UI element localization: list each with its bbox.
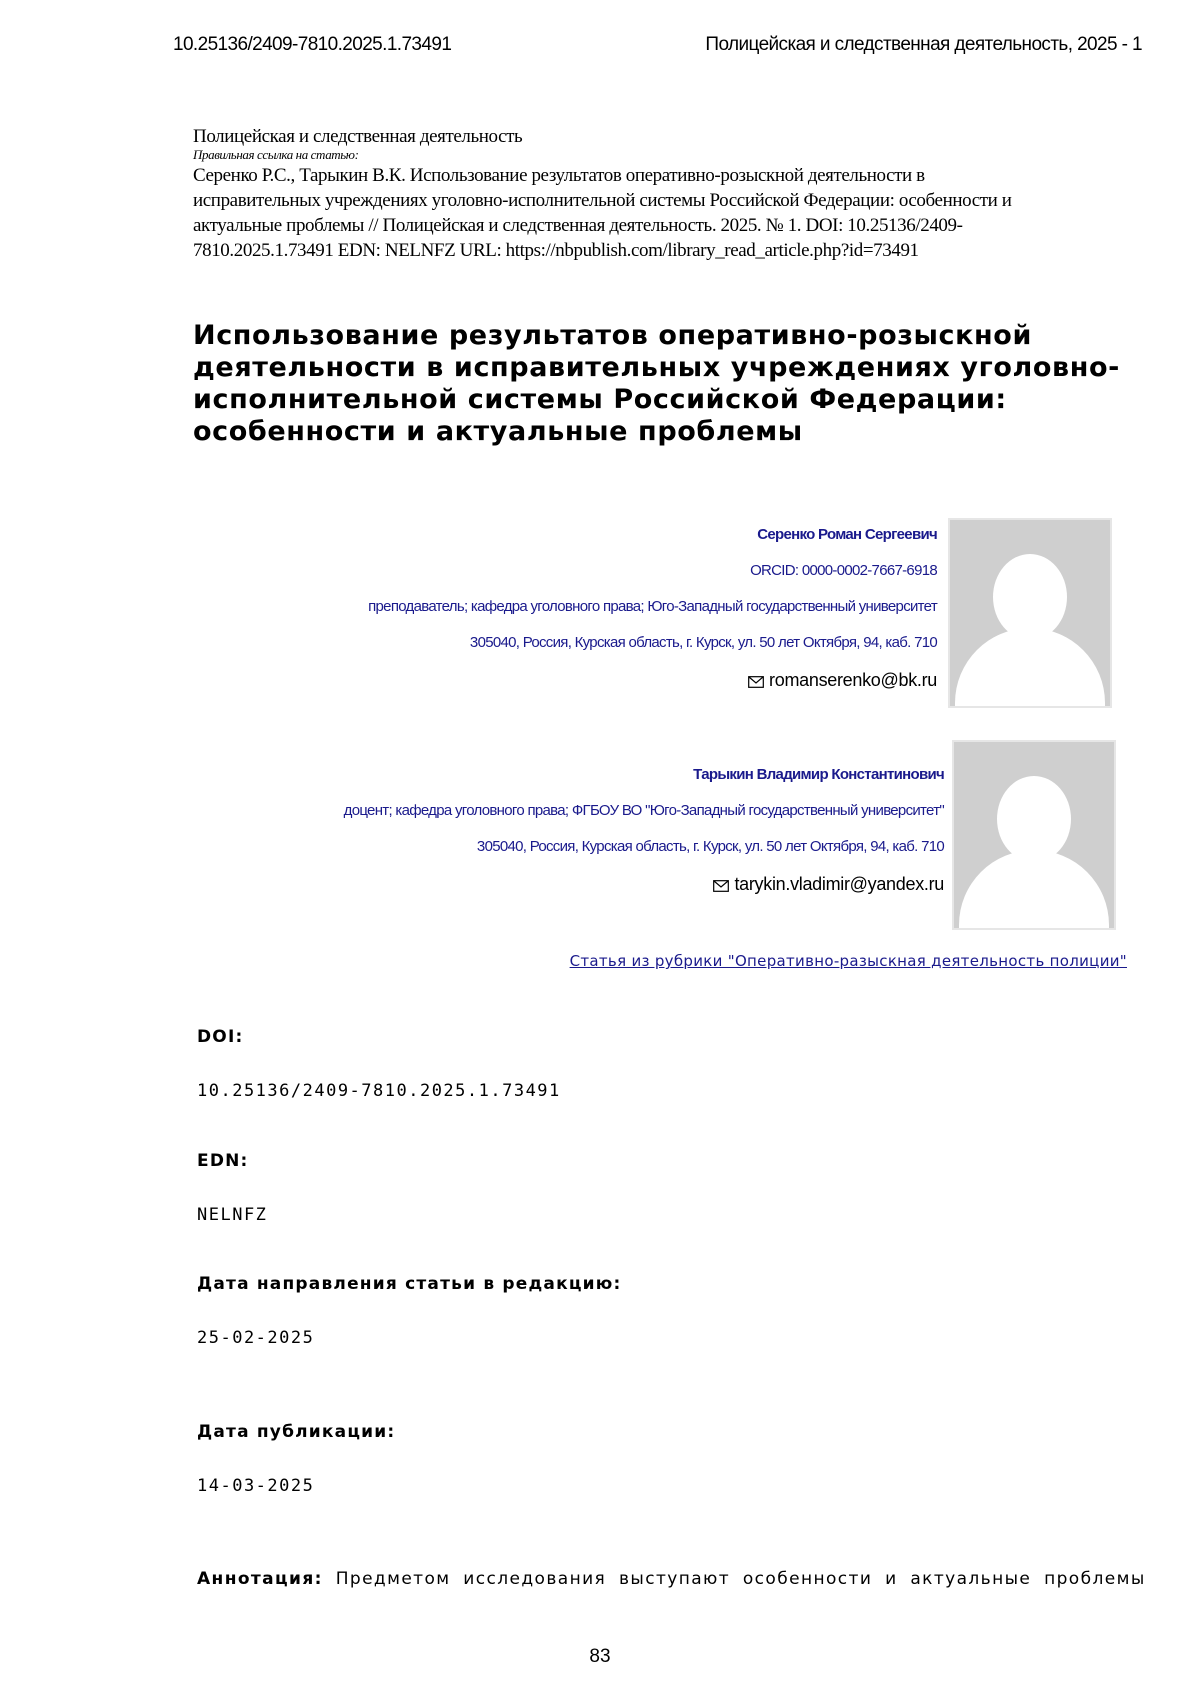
running-head-journal: Полицейская и следственная деятельность, 2025 - 1 <box>705 34 1142 55</box>
author-name: Серенко Роман Сергеевич <box>757 526 937 543</box>
annotation-label: Аннотация: <box>197 1569 323 1589</box>
meta-submitted-value: 25-02-2025 <box>197 1328 315 1348</box>
meta-doi-value: 10.25136/2409-7810.2025.1.73491 <box>197 1081 561 1101</box>
meta-doi <box>197 1027 561 1101</box>
author-address: 305040, Россия, Курская область, г. Курск, ул. 50 лет Октября, 94, каб. 710 <box>476 838 944 855</box>
meta-submitted <box>197 1274 621 1348</box>
author-info <box>368 526 937 706</box>
running-head-doi: 10.25136/2409-7810.2025.1.73491 <box>173 34 452 55</box>
avatar <box>952 740 1116 930</box>
citation-block <box>193 124 1123 263</box>
rubric-link[interactable]: Статья из рубрики "Оперативно-разыскная деятельность полиции" <box>569 952 1127 970</box>
author-email-row <box>344 874 944 910</box>
meta-doi-label: DOI: <box>197 1027 244 1047</box>
title-line: исполнительной системы Российской Федерации: <box>193 384 1007 415</box>
author-email[interactable]: romanserenko@bk.ru <box>769 670 937 690</box>
citation-line: 7810.2025.1.73491 EDN: NELNFZ URL: https://nbpublish.com/library_read_article.php?id=73491 <box>193 240 919 261</box>
title-line: деятельности в исправительных учреждениях уголовно- <box>193 352 1120 383</box>
annotation-text: Предметом исследования выступают особенности и актуальные проблемы <box>335 1569 1146 1589</box>
meta-submitted-label: Дата направления статьи в редакцию: <box>197 1274 622 1294</box>
author-position: доцент; кафедра уголовного права; ФГБОУ ВО "Юго-Западный государственный университет" <box>343 802 944 819</box>
meta-edn <box>197 1151 267 1225</box>
author-address: 305040, Россия, Курская область, г. Курск, ул. 50 лет Октября, 94, каб. 710 <box>469 634 937 651</box>
citation-line: исправительных учреждениях уголовно-исполнительной системы Российской Федерации: особенности и <box>193 190 1012 211</box>
author-name: Тарыкин Владимир Константинович <box>693 766 944 783</box>
meta-edn-label: EDN: <box>197 1151 249 1171</box>
author-email-row <box>368 670 937 706</box>
meta-published <box>197 1422 395 1496</box>
author-orcid: ORCID: 0000-0002-7667-6918 <box>750 562 937 579</box>
page-number: 83 <box>589 1646 611 1667</box>
citation-line: актуальные проблемы // Полицейская и следственная деятельность. 2025. № 1. DOI: 10.25136/2409- <box>193 215 963 236</box>
avatar-body <box>955 628 1105 708</box>
citation-journal: Полицейская и следственная деятельность <box>193 126 523 147</box>
citation-label: Правильная ссылка на статью: <box>193 147 359 162</box>
article-title <box>193 320 1123 448</box>
avatar <box>948 518 1112 708</box>
citation-line: Серенко Р.С., Тарыкин В.К. Использование результатов оперативно-розыскной деятельности в <box>193 165 925 186</box>
annotation <box>197 1569 1146 1589</box>
title-line: особенности и актуальные проблемы <box>193 416 803 447</box>
title-line: Использование результатов оперативно-розыскной <box>193 320 1032 351</box>
meta-published-value: 14-03-2025 <box>197 1476 315 1496</box>
envelope-icon <box>713 876 729 897</box>
meta-published-label: Дата публикации: <box>197 1422 396 1442</box>
author-email[interactable]: tarykin.vladimir@yandex.ru <box>734 874 944 894</box>
avatar-body <box>959 850 1109 930</box>
envelope-icon <box>748 672 764 693</box>
author-position: преподаватель; кафедра уголовного права; Юго-Западный государственный университет <box>368 598 937 615</box>
meta-edn-value: NELNFZ <box>197 1205 268 1225</box>
author-info <box>344 766 944 910</box>
